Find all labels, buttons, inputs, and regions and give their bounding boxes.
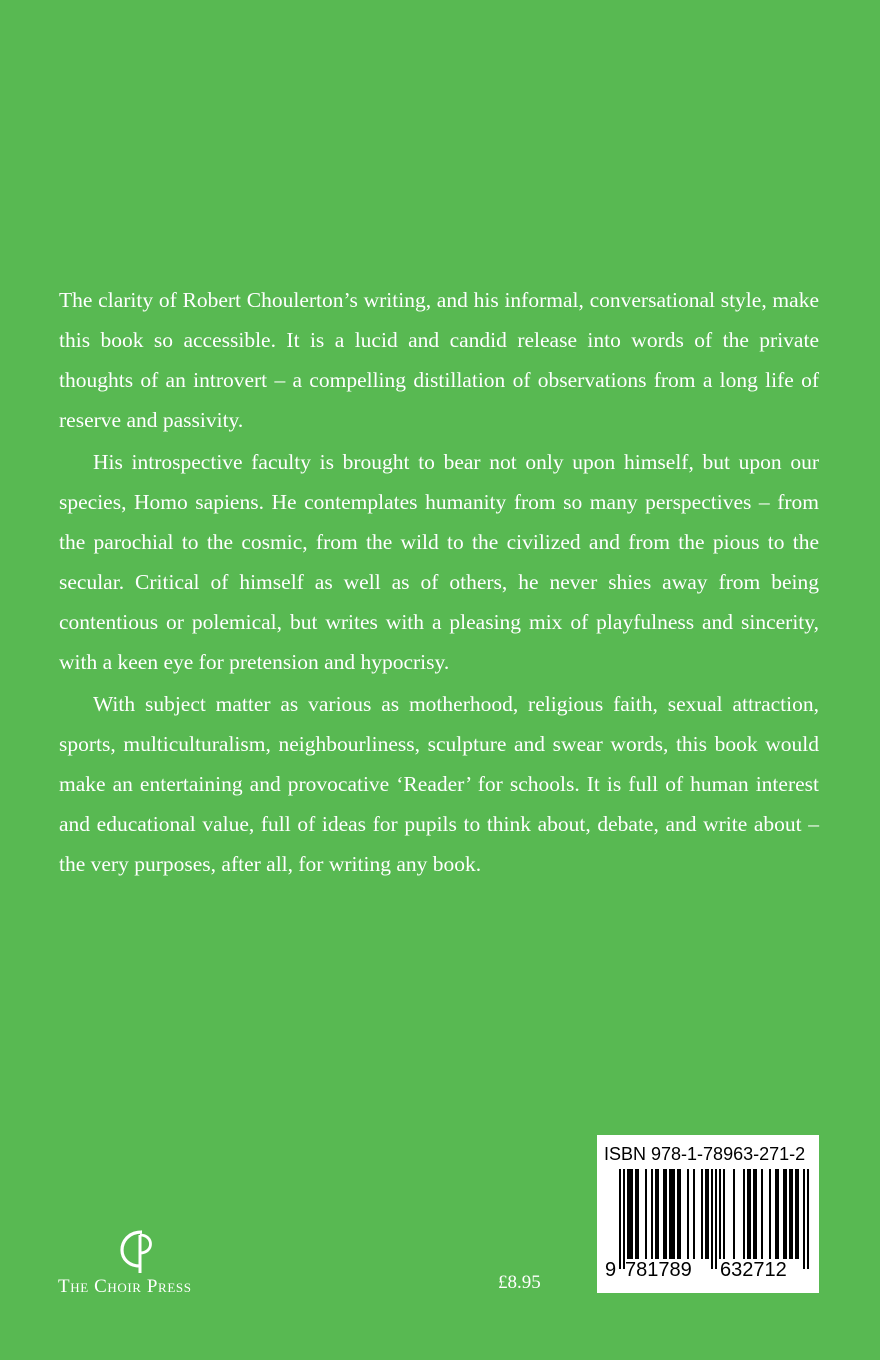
barcode-left-group: 781789 [625, 1259, 692, 1281]
barcode-bar [645, 1169, 647, 1259]
blurb-paragraph-1: The clarity of Robert Choulerton’s writing, and his informal, conversational style, make this book so accessible. It is a lucid and candid release into words of the private thoughts of an introvert – a compelling distillation of observations from a long life of reserve and passivity. [59, 288, 819, 432]
price: £8.95 [498, 1272, 541, 1293]
barcode-bar [789, 1169, 793, 1259]
barcode-right-group: 632712 [720, 1259, 787, 1281]
blurb-paragraph-2: His introspective faculty is brought to bear not only upon himself, but upon our species, Homo sapiens. He contemplates humanity from so many perspectives – from the parochial to the cosmic, from the wild to the civilized and from the pious to the secular. Critical of himself as well as of others, he never shies away from being contentious or polemical, but writes with a pleasing mix of playfulness and sincerity, with a keen eye for pretension and hypocrisy. [59, 450, 819, 674]
barcode-bar [687, 1169, 689, 1259]
blurb [59, 280, 819, 886]
barcode-bar [627, 1169, 633, 1259]
barcode-bar [807, 1169, 809, 1269]
publisher-imprint [58, 1226, 228, 1306]
publisher-name: The Choir Press [58, 1276, 192, 1297]
barcode-bar [795, 1169, 799, 1259]
barcode-bar [769, 1169, 771, 1259]
barcode-bar [623, 1169, 625, 1269]
barcode-digits [597, 1259, 819, 1287]
barcode-bar [733, 1169, 735, 1259]
isbn-label: ISBN 978-1-78963-271-2 [604, 1144, 806, 1164]
barcode-bar [761, 1169, 763, 1259]
barcode-bar [743, 1169, 745, 1259]
barcode-bar [705, 1169, 709, 1259]
barcode-bar [619, 1169, 621, 1269]
barcode-bar [669, 1169, 675, 1259]
barcode-first-digit: 9 [605, 1259, 617, 1281]
barcode-bar [655, 1169, 659, 1259]
barcode-bar [723, 1169, 725, 1259]
barcode-bar [701, 1169, 703, 1259]
barcode-bar [715, 1169, 717, 1269]
barcode-bar [719, 1169, 721, 1259]
barcode-bar [693, 1169, 695, 1259]
blurb-paragraph-3: With subject matter as various as motherhood, religious faith, sexual attraction, sports, multiculturalism, neighbourliness, sculpture and swear words, this book would make an entertaining and provocative ‘Reader’ for schools. It is full of human interest and educational value, full of ideas for pupils to think about, debate, and write about – the very purposes, after all, for writing any book. [59, 692, 819, 876]
choir-press-logo [118, 1226, 162, 1276]
barcode-bar [677, 1169, 681, 1259]
barcode-bar [651, 1169, 653, 1259]
barcode-bar [711, 1169, 713, 1269]
barcode-bar [747, 1169, 751, 1259]
barcode-bar [753, 1169, 757, 1259]
barcode-bar [783, 1169, 787, 1259]
barcode-bar [663, 1169, 667, 1259]
barcode-bar [803, 1169, 805, 1269]
barcode-bar [635, 1169, 639, 1259]
barcode-box [597, 1135, 819, 1293]
barcode-bar [775, 1169, 779, 1259]
